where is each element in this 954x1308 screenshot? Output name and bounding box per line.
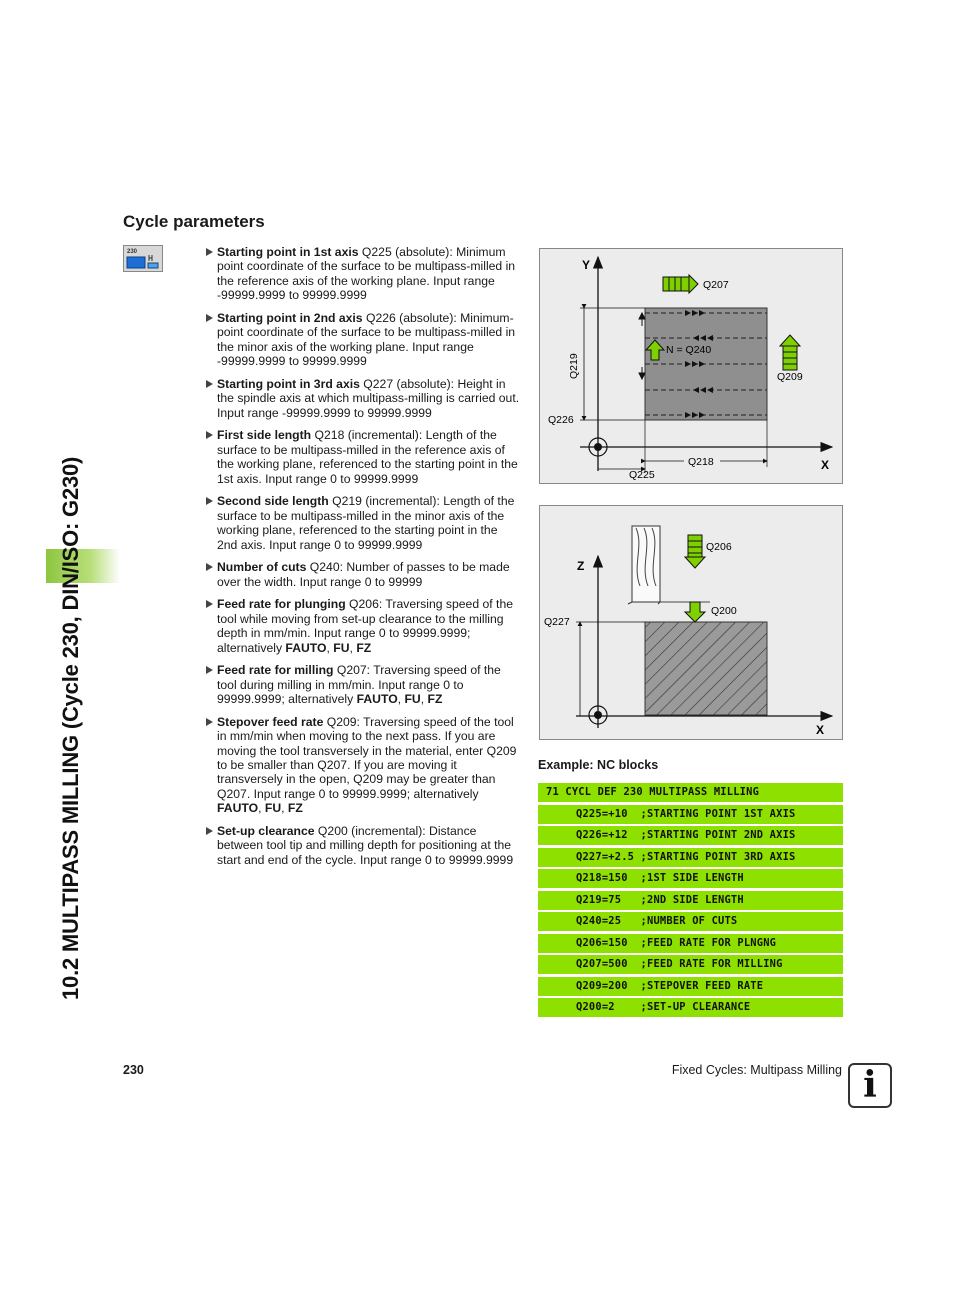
nc-block: Q240=25 ;NUMBER OF CUTS xyxy=(538,912,843,931)
param-q206: Feed rate for plunging Q206: Traversing speed of the tool while moving from set-up clearance to the milling depth in mm/min. Input range 0 to 99999.9999; alternatively FAUTO, FU, FZ xyxy=(204,597,520,655)
nc-block: Q209=200 ;STEPOVER FEED RATE xyxy=(538,977,843,996)
y-axis-label: Y xyxy=(582,258,591,272)
page-number: 230 xyxy=(123,1063,144,1077)
nc-block: Q207=500 ;FEED RATE FOR MILLING xyxy=(538,955,843,974)
bullet-arrow-icon xyxy=(206,666,213,674)
bullet-arrow-icon xyxy=(206,827,213,835)
q225-label: Q225 xyxy=(629,469,655,481)
q227-label: Q227 xyxy=(544,616,570,628)
param-q226: Starting point in 2nd axis Q226 (absolute): Minimum-point coordinate of the surface to be multipass-milled in the minor axis of the working plane. Input range -99999.9999 to 99999.9999 xyxy=(204,311,520,369)
working-plane-diagram xyxy=(539,248,843,484)
softkey-label: 230 xyxy=(127,249,138,255)
example-title: Example: NC blocks xyxy=(538,758,659,772)
q206-feed-arrow-icon xyxy=(685,535,705,568)
param-q240: Number of cuts Q240: Number of passes to be made over the width. Input range 0 to 99999 xyxy=(204,560,520,589)
param-q225: Starting point in 1st axis Q225 (absolute): Minimum point coordinate of the surface to be multipass-milled in the reference axis of the working plane. Input range -99999.9999 to 99999.9999 xyxy=(204,245,520,303)
param-q219: Second side length Q219 (incremental): Length of the surface to be multipass-milled in the minor axis of the working plane, referenced to the starting point in the 2nd axis. Input range 0 to 99999.9999 xyxy=(204,494,520,552)
q219-label: Q219 xyxy=(568,353,580,379)
chapter-side-title: 10.2 MULTIPASS MILLING (Cycle 230, DIN/ISO: G230) xyxy=(58,456,83,1000)
bullet-arrow-icon xyxy=(206,314,213,322)
z-axis-label: Z xyxy=(577,559,585,573)
nc-block: Q226=+12 ;STARTING POINT 2ND AXIS xyxy=(538,826,843,845)
param-q200: Set-up clearance Q200 (incremental): Distance between tool tip and milling depth for positioning at the start and end of the cycle. Input range 0 to 99999.9999 xyxy=(204,824,520,867)
q209-label: Q209 xyxy=(777,371,803,383)
bullet-arrow-icon xyxy=(206,380,213,388)
q207-feed-arrow-icon xyxy=(663,275,698,293)
cycle-230-softkey-icon xyxy=(123,245,163,272)
bullet-arrow-icon xyxy=(206,718,213,726)
bullet-arrow-icon xyxy=(206,431,213,439)
nc-block: Q206=150 ;FEED RATE FOR PLNGNG xyxy=(538,934,843,953)
nc-block-list xyxy=(538,783,843,1020)
q206-label: Q206 xyxy=(706,541,732,553)
x-axis-label: X xyxy=(816,723,825,737)
nc-block: Q219=75 ;2ND SIDE LENGTH xyxy=(538,891,843,910)
param-q209: Stepover feed rate Q209: Traversing speed of the tool in mm/min when moving to the next pass. If you are moving the tool transversely in the material, enter Q209 to be smaller than Q207. If you are moving it transversely in the open, Q209 may be greater than Q207. Input range 0 to 99999.9999; alternatively FAUTO, FU, FZ xyxy=(204,715,520,816)
bullet-arrow-icon xyxy=(206,563,213,571)
q240-label: N = Q240 xyxy=(666,344,712,356)
nc-block: Q227=+2.5 ;STARTING POINT 3RD AXIS xyxy=(538,848,843,867)
nc-block: 71 CYCL DEF 230 MULTIPASS MILLING xyxy=(538,783,843,802)
nc-block: Q200=2 ;SET-UP CLEARANCE xyxy=(538,998,843,1017)
q200-arrow-icon xyxy=(685,602,705,622)
q218-label: Q218 xyxy=(688,456,714,468)
q226-label: Q226 xyxy=(548,414,574,426)
cycle-parameter-list xyxy=(204,245,520,875)
param-q227: Starting point in 3rd axis Q227 (absolute): Height in the spindle axis at which multipass-milling is carried out. Input range -99999.9999 to 99999.9999 xyxy=(204,377,520,420)
x-axis-label: X xyxy=(821,458,830,472)
end-mill-tool-icon xyxy=(628,526,660,604)
side-view-diagram xyxy=(539,505,843,740)
bullet-arrow-icon xyxy=(206,248,213,256)
nc-block: Q218=150 ;1ST SIDE LENGTH xyxy=(538,869,843,888)
bullet-arrow-icon xyxy=(206,497,213,505)
param-q207: Feed rate for milling Q207: Traversing speed of the tool during milling in mm/min. Input range 0 to 99999.9999; alternatively FAUTO, FU, FZ xyxy=(204,663,520,706)
section-title: Cycle parameters xyxy=(123,212,265,231)
bullet-arrow-icon xyxy=(206,600,213,608)
info-icon: i xyxy=(848,1063,892,1108)
q200-label: Q200 xyxy=(711,605,737,617)
param-q218: First side length Q218 (incremental): Length of the surface to be multipass-milled in the reference axis of the working plane, referenced to the starting point in the 1st axis. Input range 0 to 99999.9999 xyxy=(204,428,520,486)
q209-feed-arrow-icon xyxy=(780,335,800,370)
footer-chapter-title: Fixed Cycles: Multipass Milling xyxy=(671,1063,842,1077)
q207-label: Q207 xyxy=(703,279,729,291)
nc-block: Q225=+10 ;STARTING POINT 1ST AXIS xyxy=(538,805,843,824)
